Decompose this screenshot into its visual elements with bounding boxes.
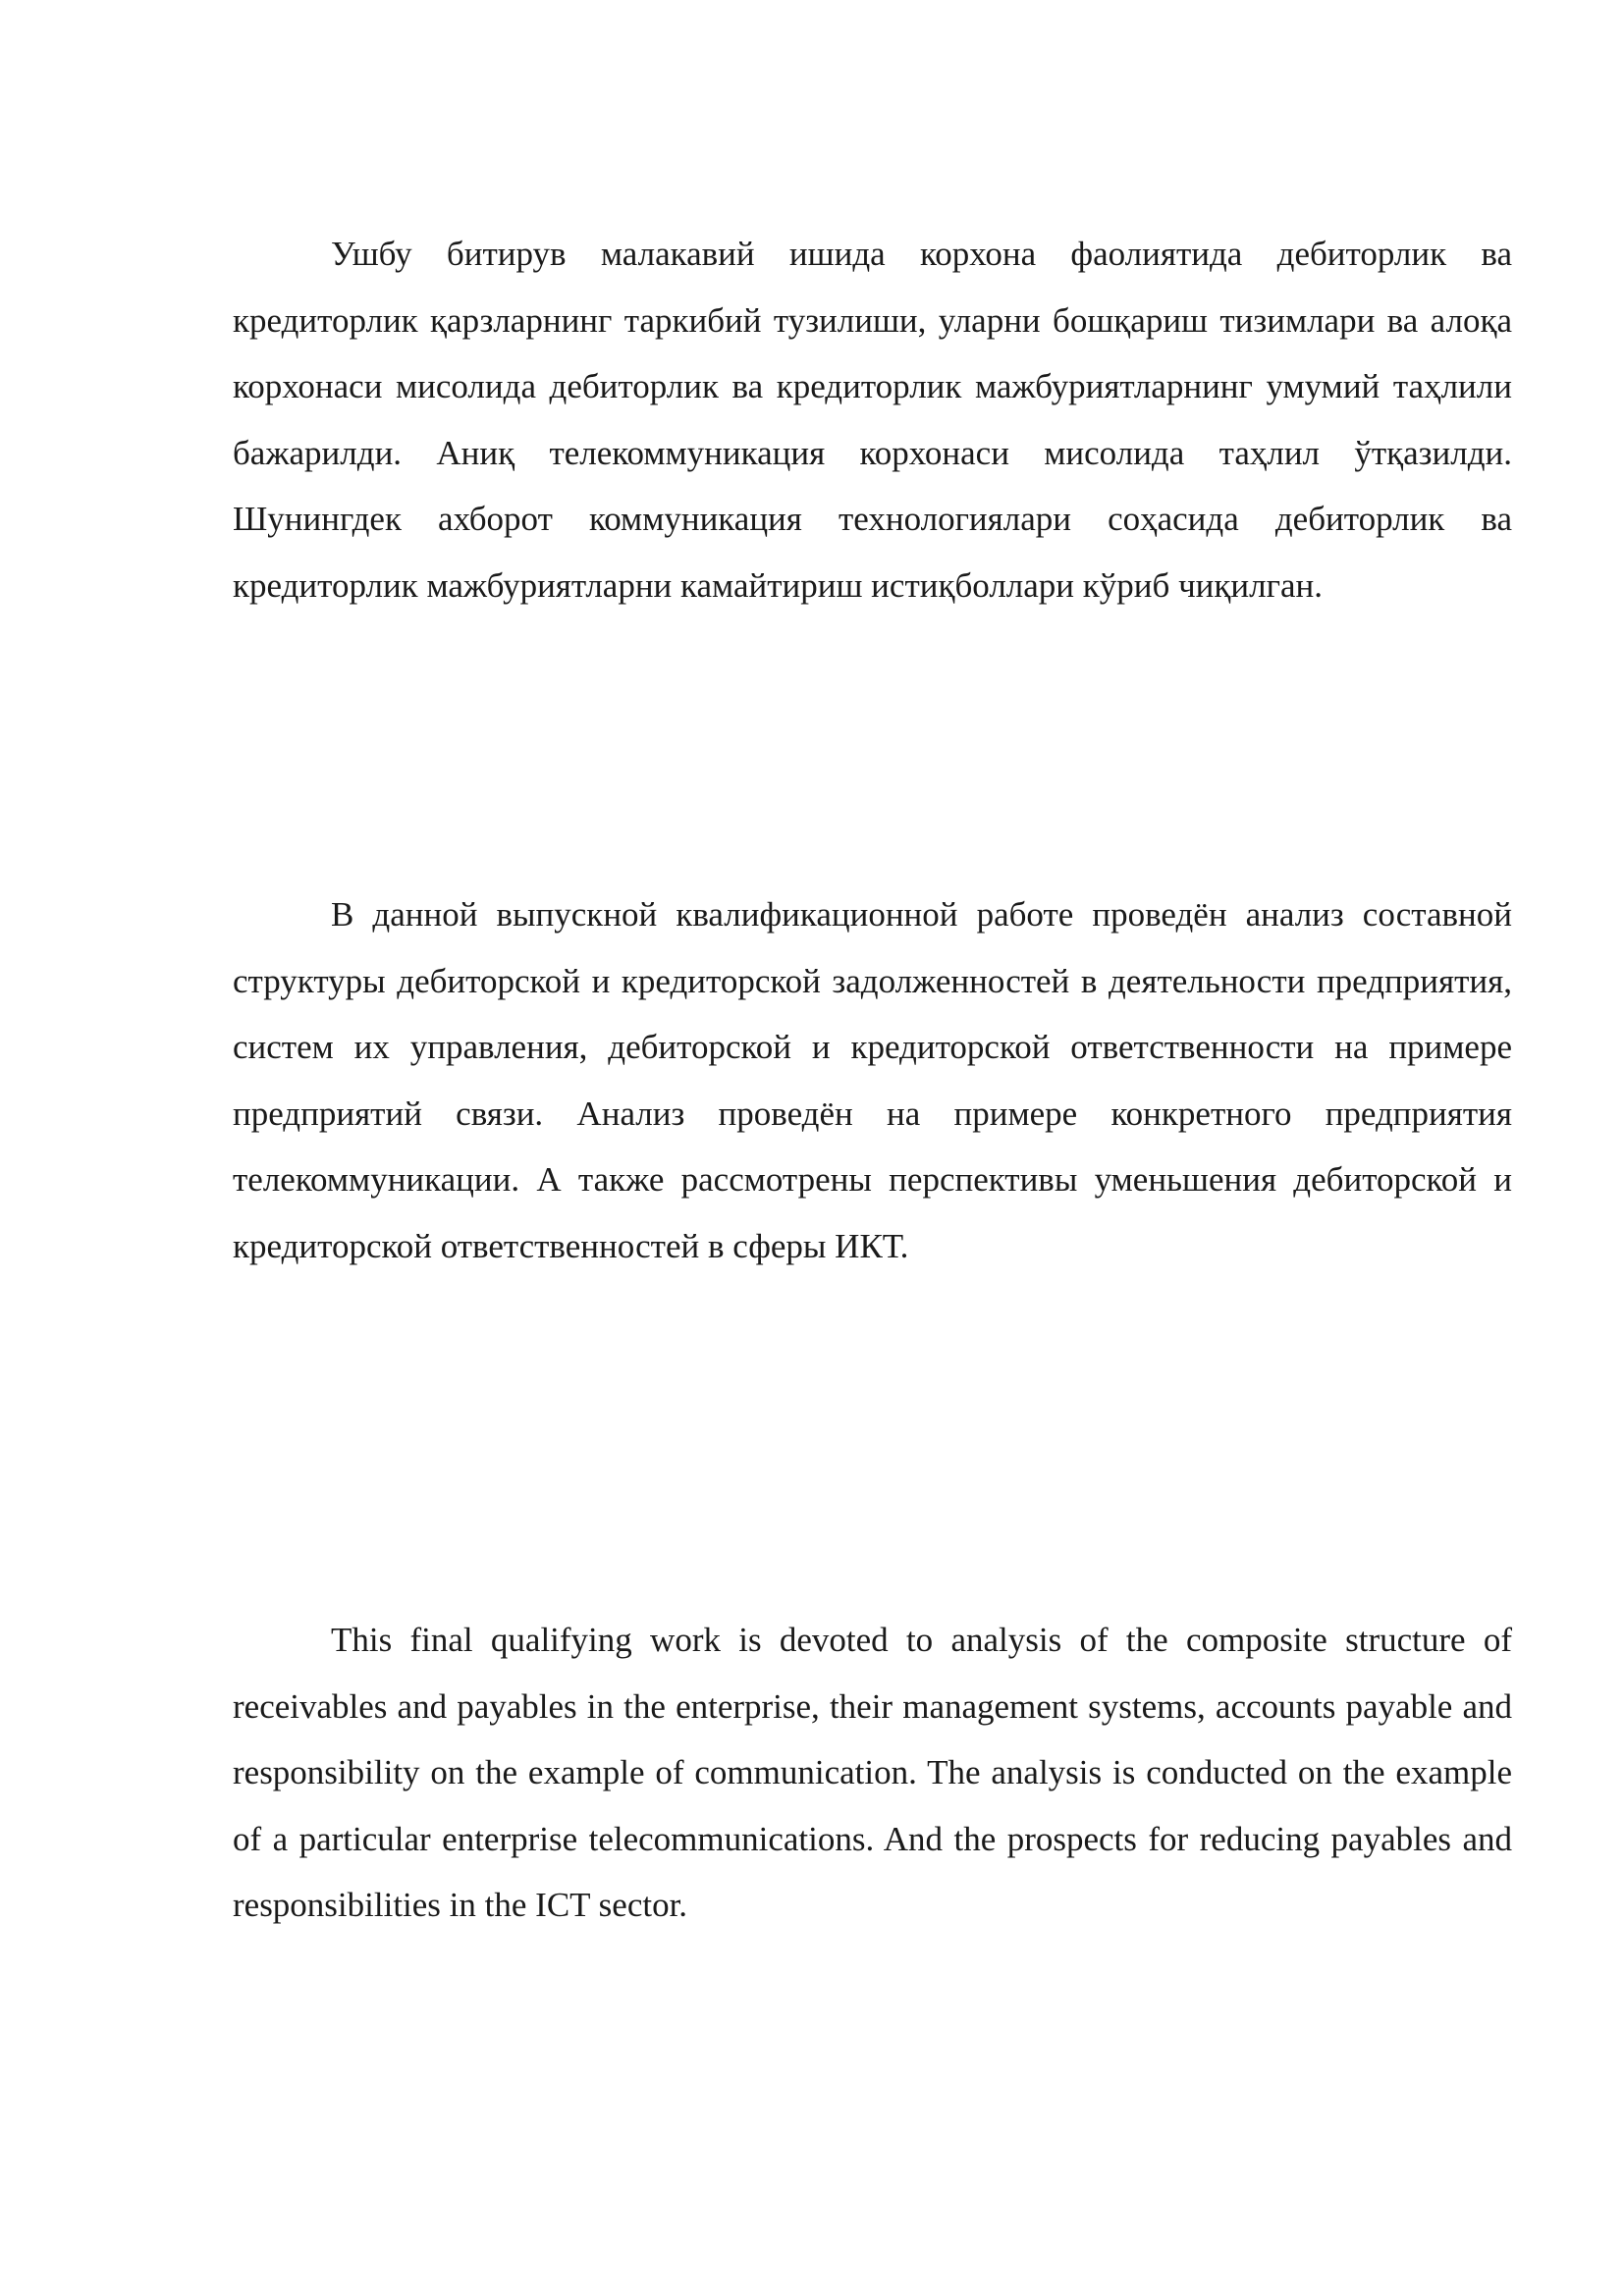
abstract-paragraph-uzbek: Ушбу битирув малакавий ишида корхона фаолиятида дебиторлик ва кредиторлик қарзларнинг таркибий тузилиши, уларни бошқариш тизимлари ва алоқа корхонаси мисолида дебиторлик ва кредиторлик мажбуриятларнинг умумий таҳлили бажарилди. Аниқ телекоммуникация корхонаси мисолида таҳлил ўтқазилди. Шунингдек ахборот коммуникация технологиялари соҳасида дебиторлик ва кредиторлик мажбуриятларни камайтириш истиқболлари кўриб чиқилган. — [233, 235, 1512, 605]
abstract-paragraph-english: This final qualifying work is devoted to analysis of the composite structure of receivables and payables in the enterprise, their management systems, accounts payable and responsibility on the example of communication. The analysis is conducted on the example of a particular enterprise telecommunications. And the prospects for reducing payables and responsibilities in the ICT sector. — [233, 1621, 1512, 1924]
abstract-paragraph-russian: В данной выпускной квалификационной работе проведён анализ составной структуры дебиторской и кредиторской задолженностей в деятельности предприятия, систем их управления, дебиторской и кредиторской ответственности на примере предприятий связи. Анализ проведён на примере конкретного предприятия телекоммуникации. А также рассмотрены перспективы уменьшения дебиторской и кредиторской ответственностей в сферы ИКТ. — [233, 895, 1512, 1265]
